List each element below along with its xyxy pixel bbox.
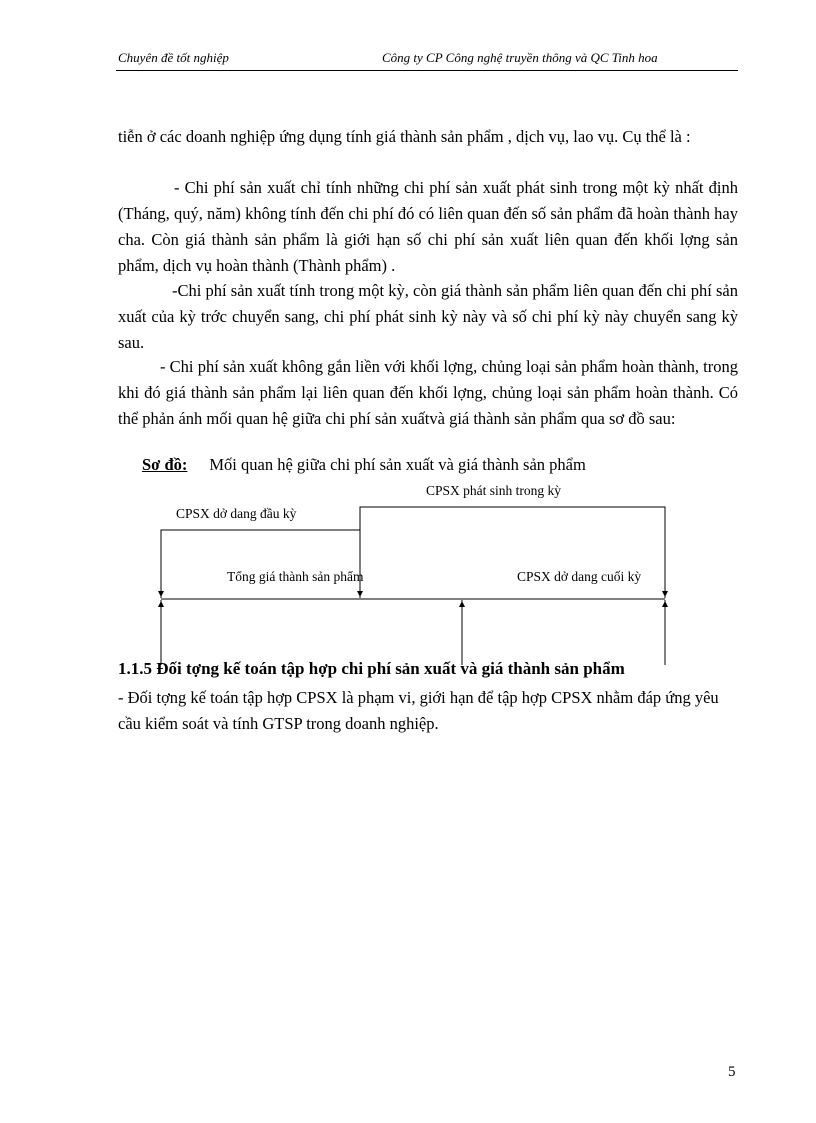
page-number: 5 bbox=[728, 1064, 736, 1080]
label-cpsx-dau-ky: CPSX dở dang đầu kỳ bbox=[176, 506, 297, 521]
arrow-up-mid bbox=[459, 601, 465, 607]
diagram-title-text: Mối quan hệ giữa chi phí sản xuất và giá thành sản phẩm bbox=[209, 455, 586, 474]
bracket-daudk bbox=[161, 530, 360, 598]
header-right: Công ty CP Công nghệ truyền thông và QC Tinh hoa bbox=[382, 50, 658, 65]
section-title: 1.1.5 Đối tợng kế toán tập hợp chi phí sản xuất và giá thành sản phẩm bbox=[118, 659, 625, 678]
arrow-down-right bbox=[662, 591, 668, 597]
label-cpsx-phat-sinh: CPSX phát sinh trong kỳ bbox=[426, 483, 562, 498]
paragraph-5 bbox=[118, 685, 738, 737]
arrow-down-mid bbox=[357, 591, 363, 597]
diagram-title-label: Sơ đồ: bbox=[142, 455, 188, 474]
paragraph-3-text: -Chi phí sản xuất tính trong một kỳ, còn giá thành sản phẩm liên quan đến chi phí sản xuất của kỳ trớc chuyển sang, chi phí phát sinh kỳ này và số chi phí kỳ này chuyển sang kỳ sau. bbox=[118, 281, 738, 352]
paragraph-4-text: - Chi phí sản xuất không gắn liền với khối lợng, chủng loại sản phẩm hoàn thành, trong khi đó giá thành sản phẩm lại liên quan đến khối lợng, chủng loại sản phẩm hoàn thành. Có thể phản ánh mối quan hệ giữa chi phí sản xuấtvà giá thành sản phẩm qua sơ đồ sau: bbox=[118, 357, 738, 428]
arrow-up-left bbox=[158, 601, 164, 607]
arrow-down-left bbox=[158, 591, 164, 597]
paragraph-5-text: - Đối tợng kế toán tập hợp CPSX là phạm vi, giới hạn để tập hợp CPSX nhằm đáp ứng yêu cầu kiểm soát và tính GTSP trong doanh nghiệp. bbox=[118, 688, 719, 733]
arrow-up-right bbox=[662, 601, 668, 607]
header-left: Chuyên đề tốt nghiệp bbox=[118, 50, 229, 65]
label-tong-gia-thanh: Tổng giá thành sản phẩm bbox=[227, 569, 364, 584]
paragraph-1-text: tiễn ở các doanh nghiệp ứng dụng tính giá thành sản phẩm , dịch vụ, lao vụ. Cụ thể là : bbox=[118, 127, 691, 146]
label-cpsx-cuoi-ky: CPSX dở dang cuối kỳ bbox=[517, 569, 642, 584]
paragraph-2-text: - Chi phí sản xuất chỉ tính những chi phí sản xuất phát sinh trong một kỳ nhất định (Tháng, quý, năm) không tính đến chi phí đó có liên quan đến số sản phẩm đã hoàn thành hay cha. Còn giá thành sản phẩm là giới hạn số chi phí sản xuất liên quan đến khối lợng sản phẩm, dịch vụ hoàn thành (Thành phẩm) . bbox=[118, 178, 738, 275]
